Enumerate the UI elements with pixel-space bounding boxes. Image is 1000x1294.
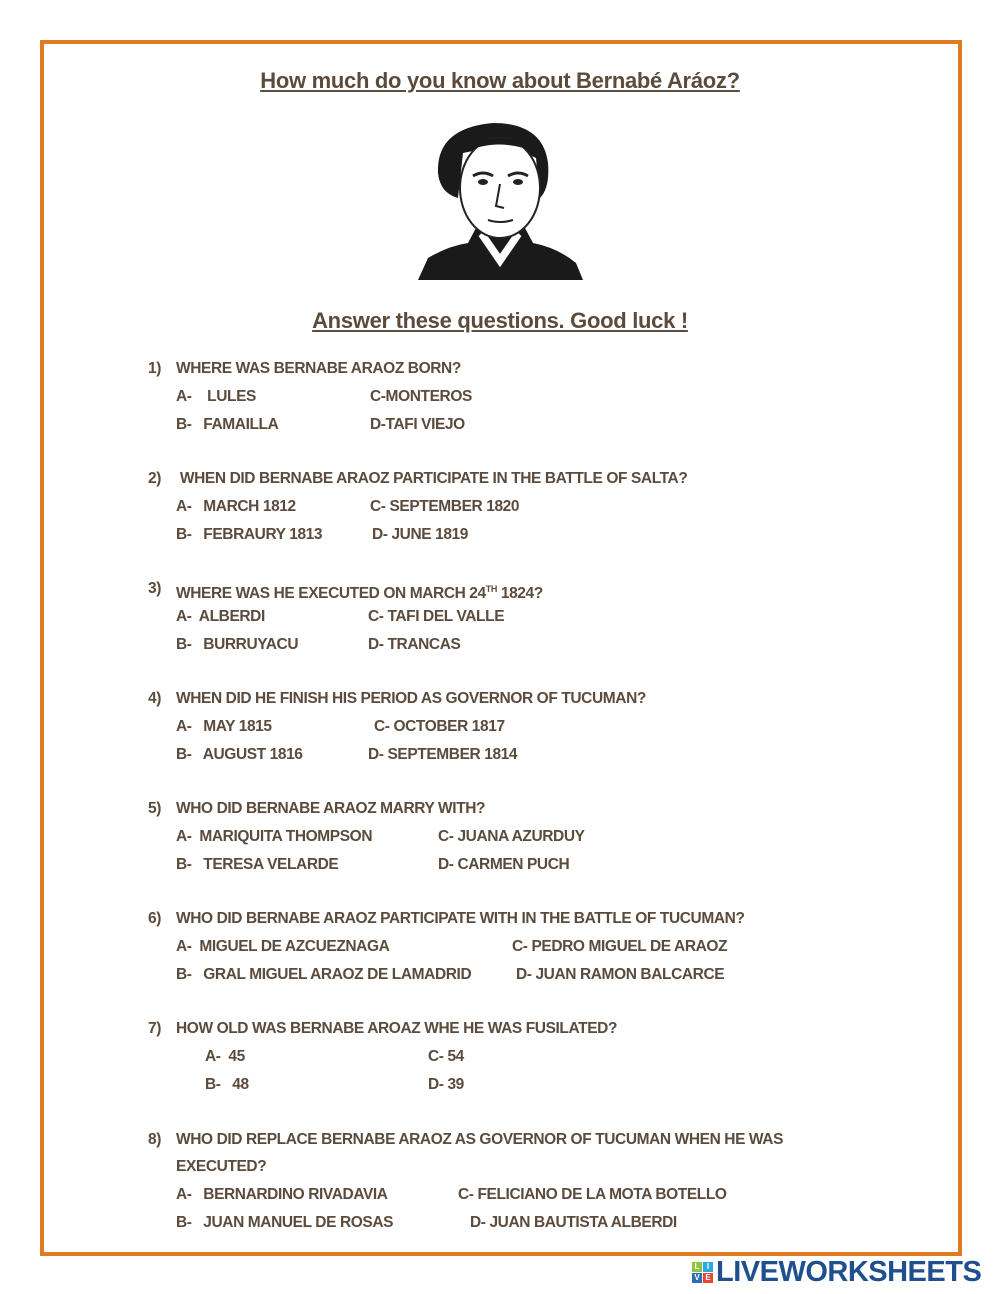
option-d[interactable]: D-TAFI VIEJO (370, 416, 465, 433)
option-c[interactable]: C- TAFI DEL VALLE (368, 608, 505, 625)
question-number: 8) (148, 1131, 161, 1148)
logo-tile: L (692, 1262, 702, 1272)
option-a[interactable]: A- MIGUEL DE AZCUEZNAGA (176, 938, 390, 955)
question-text-end: 1824? (496, 585, 543, 603)
option-a[interactable]: A- MARIQUITA THOMPSON (176, 828, 373, 845)
option-a[interactable]: A- LULES (176, 388, 256, 405)
option-a[interactable]: A- ALBERDI (176, 608, 265, 625)
option-b[interactable]: B- AUGUST 1816 (176, 746, 303, 763)
question-text: WHERE WAS BERNABE ARAOZ BORN? (176, 360, 461, 377)
option-a[interactable]: A- MARCH 1812 (176, 498, 296, 515)
question-text: WHO DID BERNABE ARAOZ PARTICIPATE WITH IN THE BATTLE OF TUCUMAN? (176, 910, 745, 927)
option-d[interactable]: D- CARMEN PUCH (438, 856, 570, 873)
question-number: 4) (148, 690, 161, 707)
option-c[interactable]: C- OCTOBER 1817 (374, 718, 505, 735)
question-text: WHO DID REPLACE BERNABE ARAOZ AS GOVERNOR OF TUCUMAN WHEN HE WAS (176, 1131, 784, 1148)
option-a[interactable]: A- 45 (205, 1048, 245, 1065)
question-number: 6) (148, 910, 161, 927)
worksheet-title: How much do you know about Bernabé Aráoz? (260, 68, 740, 93)
ordinal-suffix: TH (485, 584, 497, 594)
option-c[interactable]: C-MONTEROS (370, 388, 472, 405)
question-number: 5) (148, 800, 161, 817)
instructions-heading: Answer these questions. Good luck ! (312, 308, 688, 333)
option-d[interactable]: D- 39 (428, 1076, 464, 1093)
option-a[interactable]: A- BERNARDINO RIVADAVIA (176, 1186, 388, 1203)
option-b[interactable]: B- TERESA VELARDE (176, 856, 339, 873)
question-number: 1) (148, 360, 161, 377)
option-c[interactable]: C- SEPTEMBER 1820 (370, 498, 520, 515)
option-d[interactable]: D- JUNE 1819 (372, 526, 468, 543)
option-b[interactable]: B- FEBRAURY 1813 (176, 526, 323, 543)
question-number: 7) (148, 1020, 161, 1037)
question-number: 2) (148, 470, 161, 487)
logo-wordmark: LIVEWORKSHEETS (716, 1256, 982, 1288)
question-text: WHEN DID HE FINISH HIS PERIOD AS GOVERNOR OF TUCUMAN? (176, 690, 646, 707)
option-c[interactable]: C- JUANA AZURDUY (438, 828, 585, 845)
option-c[interactable]: C- FELICIANO DE LA MOTA BOTELLO (458, 1186, 727, 1203)
option-c[interactable]: C- 54 (428, 1048, 464, 1065)
option-b[interactable]: B- FAMAILLA (176, 416, 279, 433)
question-text: WHO DID BERNABE ARAOZ MARRY WITH? (176, 800, 486, 817)
option-b[interactable]: B- GRAL MIGUEL ARAOZ DE LAMADRID (176, 966, 472, 983)
question-text-main: WHERE WAS HE EXECUTED ON MARCH 24 (176, 585, 486, 603)
option-b[interactable]: B- BURRUYACU (176, 636, 299, 653)
question-number: 3) (148, 580, 161, 597)
question-text: HOW OLD WAS BERNABE AROAZ WHE HE WAS FUSILATED? (176, 1020, 618, 1037)
option-d[interactable]: D- JUAN RAMON BALCARCE (516, 966, 725, 983)
logo-tile: V (692, 1273, 702, 1283)
question-text-line2: EXECUTED? (176, 1158, 267, 1175)
option-d[interactable]: D- JUAN BAUTISTA ALBERDI (470, 1214, 677, 1231)
option-d[interactable]: D- SEPTEMBER 1814 (368, 746, 518, 763)
liveworksheets-logo (692, 1256, 981, 1289)
logo-tiles-icon (692, 1262, 713, 1283)
question-text: WHEN DID BERNABE ARAOZ PARTICIPATE IN THE BATTLE OF SALTA? (176, 470, 688, 487)
logo-tile: E (703, 1273, 713, 1283)
option-c[interactable]: C- PEDRO MIGUEL DE ARAOZ (512, 938, 728, 955)
portrait-image (418, 118, 583, 280)
option-a[interactable]: A- MAY 1815 (176, 718, 272, 735)
option-b[interactable]: B- 48 (205, 1076, 249, 1093)
option-d[interactable]: D- TRANCAS (368, 636, 461, 653)
logo-tile: I (703, 1262, 713, 1272)
question-text (176, 579, 543, 604)
option-b[interactable]: B- JUAN MANUEL DE ROSAS (176, 1214, 394, 1231)
